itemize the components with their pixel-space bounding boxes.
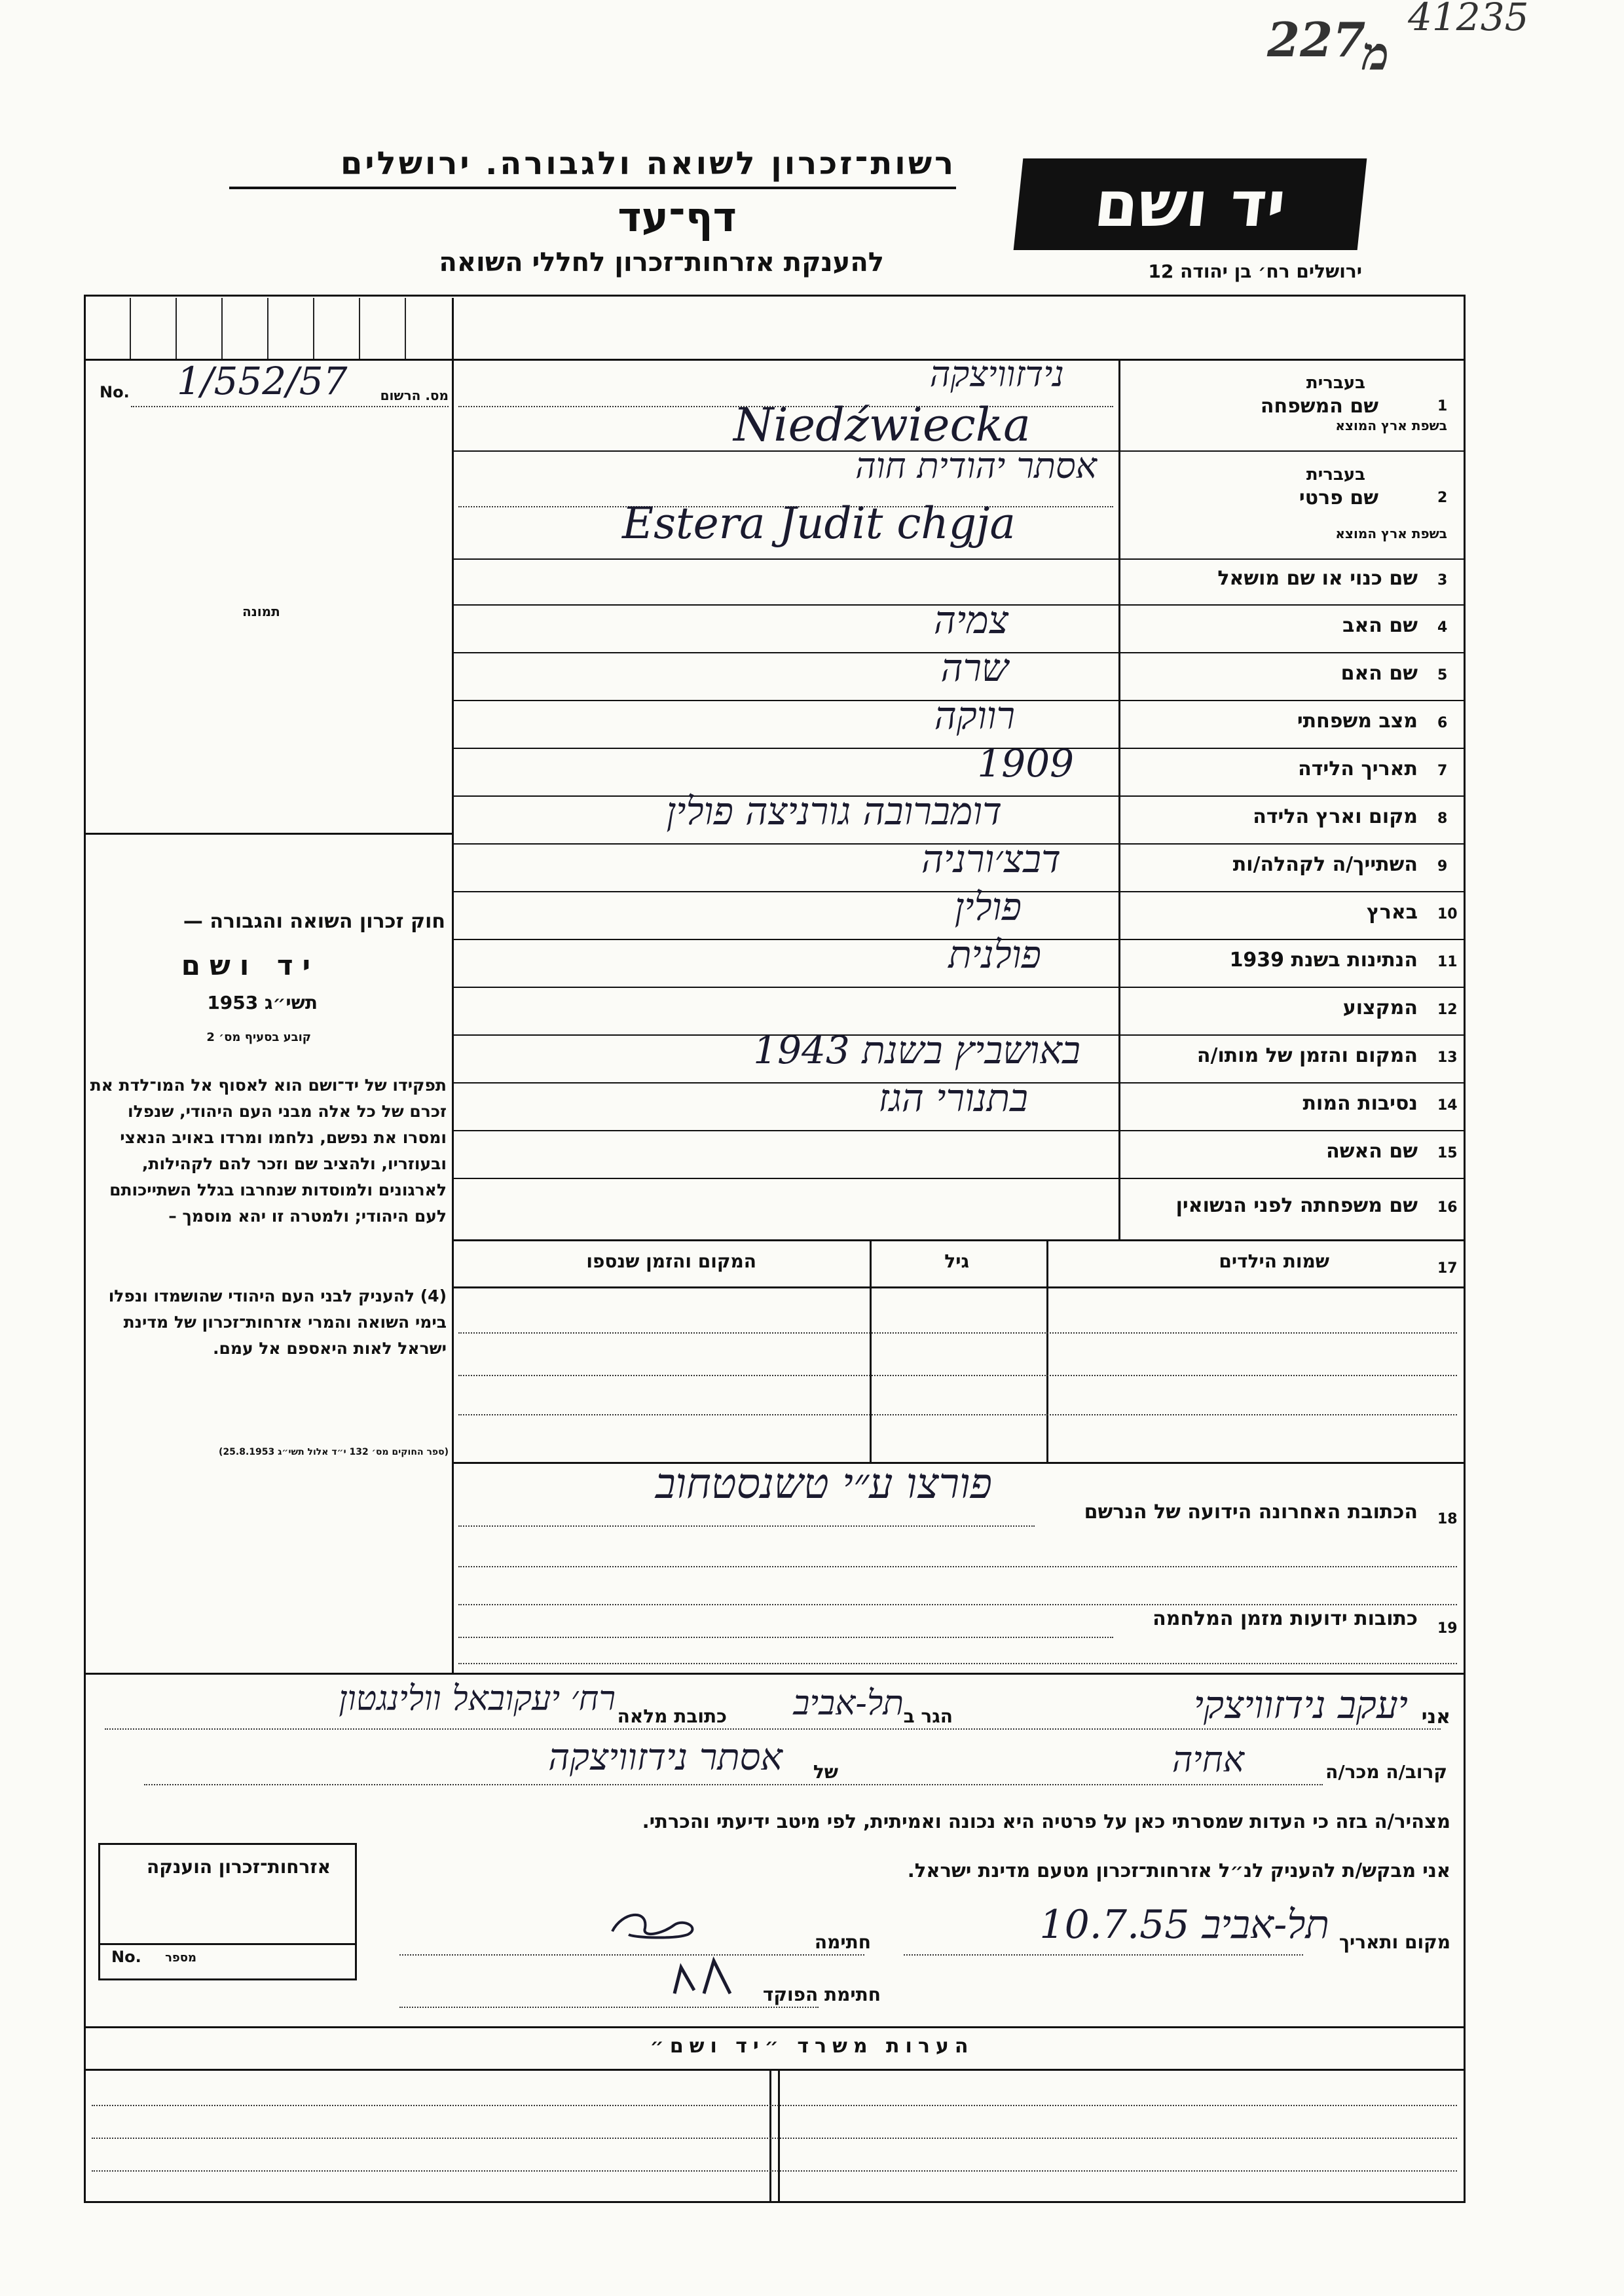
field-label: שם האב [1342,613,1418,637]
declaration-request: אני מבקש/ת להעניק לנ״ל אזרחות־זכרון מטעם מדינת ישראל. [907,1859,1450,1882]
notes-line [92,2138,1457,2139]
top-cell-divider [221,298,223,359]
declaration-ani: אני [1421,1705,1450,1728]
notes-line [92,2105,1457,2106]
children-col-divider [1046,1239,1048,1462]
grant-box-no: No. [111,1948,141,1966]
top-cell-divider [175,298,177,359]
field-number: 7 [1437,762,1448,779]
field-label: שם כנוי או שם מושאל [1217,567,1418,590]
field-number: 13 [1437,1049,1458,1066]
field-number: 5 [1437,666,1448,683]
field-label: תאריך הלידה [1298,757,1418,780]
corner-stamp-number: 227 [1267,12,1366,67]
field-label: שם האם [1340,661,1418,685]
field-label: המקום והזמן של מותו/ה [1196,1044,1418,1067]
field-row-line [452,1130,1464,1131]
signature-line [399,1954,864,1956]
field-value: רווקה [934,693,1015,738]
place-date-line [904,1954,1303,1956]
declaration-top [85,1673,1464,1675]
children-header-line [452,1286,1464,1288]
top-cell-divider [130,298,131,359]
declaration-street: רח׳ יעקובאל וולינגטון [339,1679,616,1719]
field-value-origin: Estera Judit chgja [622,498,1016,549]
officer-signature-mark [668,1954,740,2000]
label-column-divider [1118,359,1120,1239]
authority-name: רשות־זכרון לשואה ולגבורה. ירושלים [340,145,956,182]
notes-header-line [85,2069,1464,2071]
grant-box-mispar: מספר [165,1951,196,1965]
field-value: שרה [940,646,1008,690]
field-sub-origin: בשפת ארץ המוצא [1335,418,1447,433]
field-value: באושביץ בשנת 1943 [753,1028,1080,1072]
left-column-divider [452,298,454,1673]
field-value: דבצ׳ורניה [921,837,1061,881]
field-number: 6 [1437,714,1448,731]
form-subtitle: להענקת אזרחות־זכרון לחללי השואה [439,247,884,278]
field-number: 9 [1437,858,1448,875]
signature-mark [609,1905,707,1944]
field-number: 4 [1437,619,1448,636]
law-reference: (ספר החוקים מס׳ 132 י״ד אלול תשי״ג 25.8.1953) [219,1447,449,1457]
children-top [452,1239,1464,1241]
notes-divider [778,2069,780,2203]
field-number: 16 [1437,1199,1458,1216]
relation-label: קרוב/ה מכר/ה [1325,1761,1447,1783]
law-section-top [85,833,452,835]
field-label: נסיבות המות [1302,1091,1418,1115]
grant-box-line [100,1943,356,1945]
law-clause-4: (4) להעניק לבני העם היהודי שהושמדו ונפלו בימי השואה והמרי אזרחות־זכרון של מדינת ישראל לאות היאספם אל עמם. [108,1286,447,1358]
field-sub-hebrew: בעברית [1306,373,1365,393]
field-number: 14 [1437,1097,1458,1114]
corner-stamp-letter: מ [1362,26,1390,81]
relation-value: אחיה [1172,1739,1244,1780]
address-last-value: פורצו ע״י טשנסטחוב [655,1460,992,1508]
law-body: תפקידו של יד־ושם הוא לאסוף אל המו־לדת את זכרם של כל אלה מבני העם היהודי, שנפלו ומסרו את נפשם, נלחמו ומרדו באויב הנאצי ובעוזריו, ולהציב שם וזכר להם לקהילות, לארגונים ולמוסדות שנחרבו בגלל השתייכותם לעם היהודי; ולמטרה זו יהא מוסמך – [90,1076,447,1226]
children-col-age: גיל [944,1250,969,1272]
field-value: פולין [954,884,1022,929]
declaration-full-address: כתובת מלאה [617,1705,727,1727]
field-row-line [452,987,1464,988]
header-address: ירושלים רח׳ בן יהודה 12 [1148,261,1362,282]
declaration-city: תל-אביב [793,1684,904,1723]
top-cell-divider [359,298,360,359]
field-value: 1909 [977,741,1074,786]
declaration-name: יעקב נידזוויצקי [1193,1683,1408,1727]
signature-label: חתימה [814,1931,871,1953]
field-label: מצב משפחתי [1297,709,1418,733]
field-number: 10 [1437,905,1458,922]
field-sub-hebrew: בעברית [1306,465,1365,484]
office-notes-title: הערות משרד ״יד ושם״ [650,2035,974,2058]
field-row-line [452,748,1464,749]
field-row-line [452,558,1464,560]
address-last-line-3 [458,1604,1457,1605]
grant-box-title: אזרחות־זכרון הוענקה [147,1856,331,1878]
registration-no-label: No. [100,383,130,401]
field-number: 1 [1437,398,1448,414]
children-row [458,1332,1457,1334]
notes-line [92,2170,1457,2172]
field-label: שם האשה [1326,1139,1418,1163]
law-clause: קובע בסעיף מס׳ 2 [206,1030,311,1044]
children-col-place: המקום והזמן שנספו [586,1250,756,1272]
address-last-label: הכתובת האחרונה הידועה של הנרשם [1084,1501,1418,1523]
children-row [458,1375,1457,1376]
field-label: שם משפחתה לפני הנשואין [1175,1194,1418,1217]
address-war-line [458,1637,1113,1638]
relation-of: של [813,1761,838,1783]
law-title: חוק זכרון השואה והגבורה — [183,910,445,933]
officer-signature-label: חתימת הפוקד [762,1984,881,2005]
field-value-origin: Niedźwiecka [733,398,1031,452]
form-title: דף־עד [618,193,737,241]
field-value: פולנית [948,932,1041,977]
logo-text: יד ושם [1091,168,1289,241]
place-date-value: תל-אביב 10.7.55 [1039,1902,1329,1948]
authority-underline [229,187,956,189]
officer-signature-line [399,2007,819,2008]
field-number: 15 [1437,1144,1458,1161]
children-col-divider [870,1239,872,1462]
address-war-line-2 [458,1663,1457,1664]
declaration-resides: הגר ב [903,1705,953,1727]
registration-number: 1/552/57 [177,359,348,403]
field-value-hebrew: אסתר יהודית חוה [855,445,1097,486]
field-label: שם המשפחה [1260,395,1378,418]
field-sub-origin: בשפת ארץ המוצא [1335,526,1447,541]
field-label: שם פרטי [1299,486,1378,509]
field-label: בארץ [1366,900,1418,924]
notes-divider [769,2069,771,2203]
field-number: 12 [1437,1001,1458,1018]
field-number: 8 [1437,810,1448,827]
yad-vashem-logo [1014,158,1367,250]
address-war-num: 19 [1437,1620,1458,1637]
field-value-hebrew: נידזוויצקה [929,354,1064,395]
field-label: מקום וארץ הלידה [1253,805,1418,828]
law-year: תשי״ג 1953 [207,992,318,1013]
photo-label: תמונה [242,604,280,619]
notes-top [85,2026,1464,2028]
address-last-line [458,1525,1035,1527]
field-row-line [452,1178,1464,1179]
field-value: צמיה [934,598,1008,642]
top-cell-divider [313,298,314,359]
field-label: המקצוע [1342,996,1418,1019]
corner-archive-number: 41235 [1408,0,1529,39]
children-row [458,1414,1457,1415]
registration-line [131,406,449,407]
field-value: בתנורי הגז [878,1076,1028,1120]
top-cell-divider [405,298,406,359]
field-label: השתייך/ה לקהלה/ות [1232,852,1418,876]
field-value: דומברובה גורניצה פולין [666,789,1002,833]
children-col-names: שמות הילדים [1219,1250,1329,1272]
children-num: 17 [1437,1260,1458,1277]
field-number: 2 [1437,490,1448,506]
declaration-statement: מצהיר/ה בזה כי העדות שמסרתי כאן על פרטיה היא נכונה ואמיתית, לפי מיטב ידיעתי והכרתי. [642,1810,1450,1832]
address-war-label: כתובות ידועות מזמן המלחמה [1153,1607,1418,1630]
registration-mis-label: מס. הרשום [380,388,449,403]
declaration-line-2 [144,1784,1323,1785]
field-number: 11 [1437,953,1458,970]
address-last-line-2 [458,1566,1457,1567]
field-number: 3 [1437,572,1448,589]
relation-of-name: אסתר נידזוויצקה [548,1736,783,1779]
field-label: הנתינות בשנת 1939 [1229,948,1418,972]
top-cell-divider [267,298,268,359]
law-name: יד ושם [181,949,320,981]
declaration-line-1 [105,1728,1441,1730]
address-last-num: 18 [1437,1511,1458,1527]
place-date-label: מקום ותאריך [1338,1931,1450,1953]
